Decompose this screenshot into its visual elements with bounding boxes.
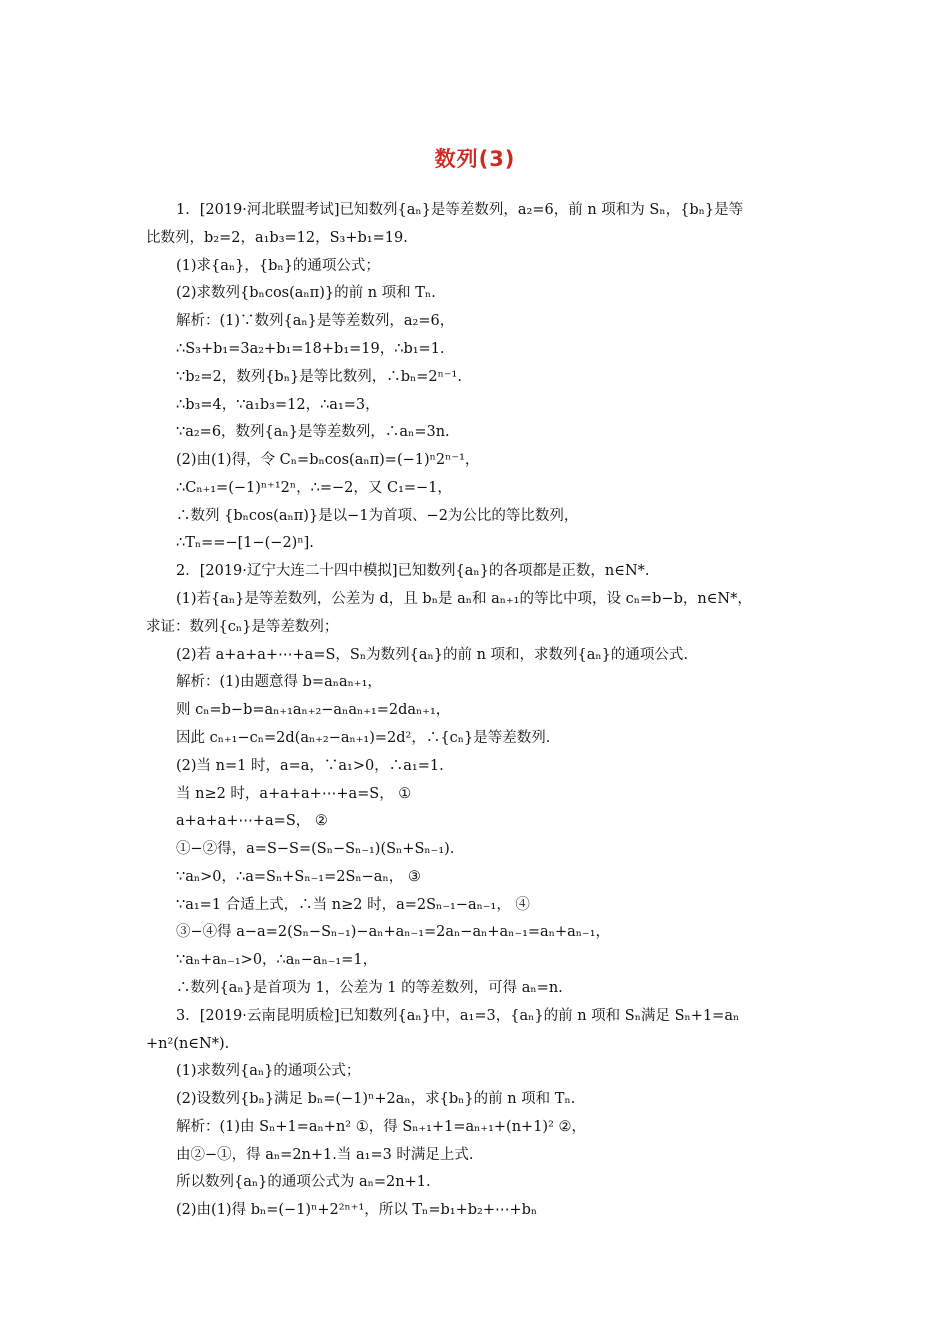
solution-1-line-9: ∴Tₙ==−[1−(−2)ⁿ]. (176, 535, 314, 551)
problem-3-part-2: (2)设数列{bₙ}满足 bₙ=(−1)ⁿ+2aₙ，求{bₙ}的前 n 项和 Tₙ. (176, 1091, 576, 1107)
problem-2-part-1-cont: 求证：数列{cₙ}是等差数列； (146, 619, 339, 635)
problem-1-part-1: (1)求{aₙ}，{bₙ}的通项公式； (176, 258, 380, 274)
problem-1-line-2: 比数列，b₂=2，a₁b₃=12，S₃+b₁=19. (146, 230, 408, 246)
solution-2-line-8: ∵aₙ>0，∴a=Sₙ+Sₙ₋₁=2Sₙ−aₙ， ③ (176, 869, 421, 885)
problem-1-part-2: (2)求数列{bₙcos(aₙπ)}的前 n 项和 Tₙ. (176, 285, 436, 301)
document-title: 数列(3) (434, 147, 516, 171)
problem-2-line-1: 2．[2019·辽宁大连二十四中模拟]已知数列{aₙ}的各项都是正数，n∈N*. (176, 563, 650, 579)
solution-2-line-9: ∵a₁=1 合适上式，∴当 n≥2 时，a=2Sₙ₋₁−aₙ₋₁， ④ (176, 897, 530, 913)
solution-1-line-6: (2)由(1)得，令 Cₙ=bₙcos(aₙπ)=(−1)ⁿ2ⁿ⁻¹， (176, 452, 480, 468)
problem-2-part-2: (2)若 a+a+a+⋯+a=S，Sₙ为数列{aₙ}的前 n 项和，求数列{aₙ}的通项公式. (176, 647, 689, 663)
solution-3-line-4: (2)由(1)得 bₙ=(−1)ⁿ+2²ⁿ⁺¹，所以 Tₙ=b₁+b₂+⋯+bₙ (176, 1202, 538, 1218)
solution-2-line-10: ③−④得 a−a=2(Sₙ−Sₙ₋₁)−aₙ+aₙ₋₁=2aₙ−aₙ+aₙ₋₁=aₙ+aₙ₋₁， (176, 924, 611, 940)
solution-1-line-4: ∴b₃=4，∵a₁b₃=12，∴a₁=3， (176, 397, 380, 413)
solution-1-line-7: ∴Cₙ₊₁=(−1)ⁿ⁺¹2ⁿ，∴=−2，又 C₁=−1， (176, 480, 452, 496)
problem-3-line-2: +n²(n∈N*). (146, 1036, 230, 1052)
solution-2-line-4: (2)当 n=1 时，a=a，∵a₁>0，∴a₁=1. (176, 758, 444, 774)
solution-1-line-1: 解析：(1)∵数列{aₙ}是等差数列，a₂=6， (176, 313, 455, 329)
solution-2-line-7: ①−②得，a=S−S=(Sₙ−Sₙ₋₁)(Sₙ+Sₙ₋₁). (176, 841, 455, 857)
solution-2-line-2: 则 cₙ=b−b=aₙ₊₁aₙ₊₂−aₙaₙ₊₁=2daₙ₊₁， (176, 702, 451, 718)
solution-2-line-1: 解析：(1)由题意得 b=aₙaₙ₊₁， (176, 674, 382, 690)
solution-2-line-5: 当 n≥2 时，a+a+a+⋯+a=S， ① (176, 786, 412, 802)
solution-1-line-2: ∴S₃+b₁=3a₂+b₁=18+b₁=19，∴b₁=1. (176, 341, 445, 357)
problem-3-line-1: 3．[2019·云南昆明质检]已知数列{aₙ}中，a₁=3，{aₙ}的前 n 项和 Sₙ满足 Sₙ+1=aₙ (176, 1008, 740, 1024)
solution-3-line-3: 所以数列{aₙ}的通项公式为 aₙ=2n+1. (176, 1174, 431, 1190)
solution-3-line-2: 由②−①，得 aₙ=2n+1.当 a₁=3 时满足上式. (176, 1147, 474, 1163)
problem-3-part-1: (1)求数列{aₙ}的通项公式； (176, 1063, 361, 1079)
problem-2-part-1: (1)若{aₙ}是等差数列，公差为 d，且 bₙ是 aₙ和 aₙ₊₁的等比中项，设 cₙ=b−b，n∈N*， (176, 591, 752, 607)
solution-2-line-6: a+a+a+⋯+a=S， ② (176, 813, 328, 829)
solution-2-line-12: ∴数列{aₙ}是首项为 1，公差为 1 的等差数列，可得 aₙ=n. (176, 980, 563, 996)
solution-1-line-3: ∵b₂=2，数列{bₙ}是等比数列，∴bₙ=2ⁿ⁻¹. (176, 369, 462, 385)
solution-1-line-8: ∴数列 {bₙcos(aₙπ)}是以−1为首项、−2为公比的等比数列， (176, 508, 579, 524)
solution-2-line-11: ∵aₙ+aₙ₋₁>0，∴aₙ−aₙ₋₁=1， (176, 952, 378, 968)
problem-1-line-1: 1．[2019·河北联盟考试]已知数列{aₙ}是等差数列，a₂=6，前 n 项和为 Sₙ，{bₙ}是等 (176, 202, 744, 218)
solution-2-line-3: 因此 cₙ₊₁−cₙ=2d(aₙ₊₂−aₙ₊₁)=2d²，∴{cₙ}是等差数列. (176, 730, 551, 746)
solution-1-line-5: ∵a₂=6，数列{aₙ}是等差数列，∴aₙ=3n. (176, 424, 450, 440)
solution-3-line-1: 解析：(1)由 Sₙ+1=aₙ+n² ①，得 Sₙ₊₁+1=aₙ₊₁+(n+1)² ②， (176, 1119, 586, 1135)
